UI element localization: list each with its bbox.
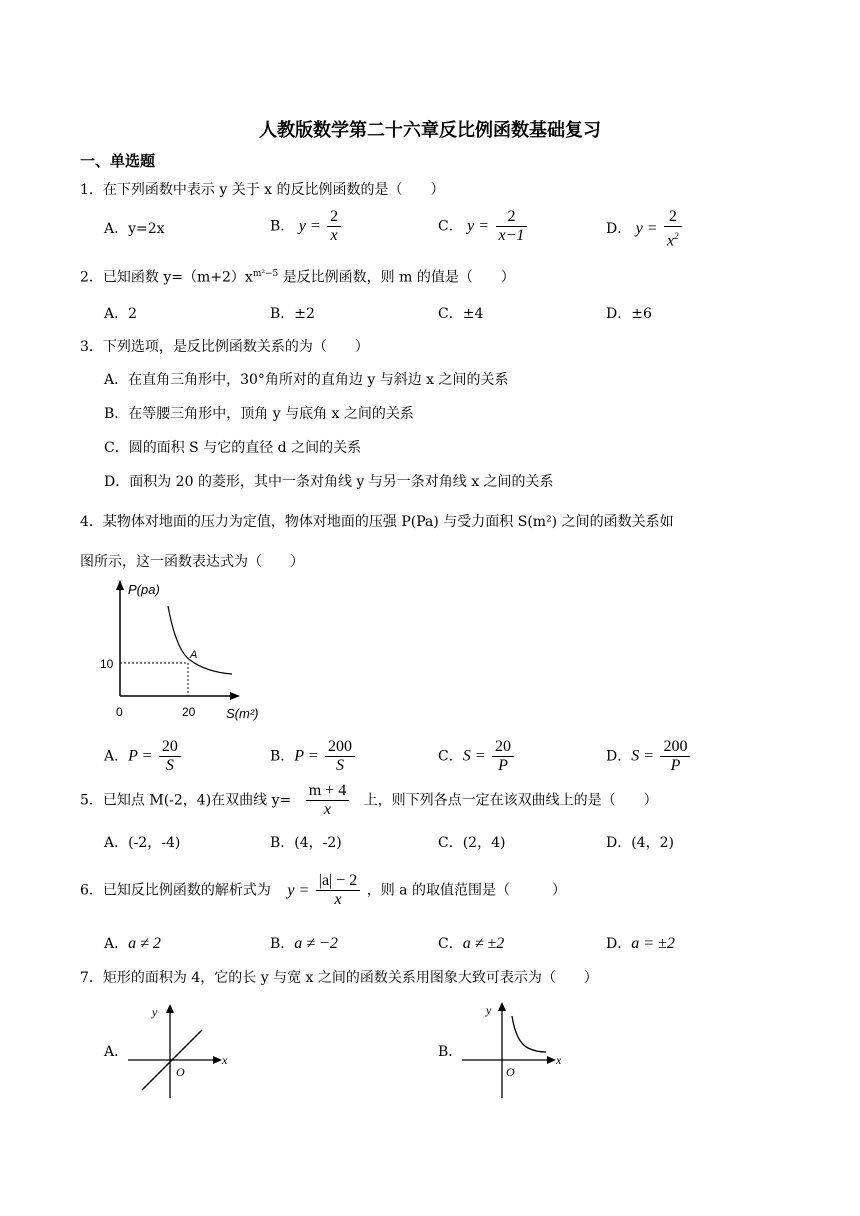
svg-text:O: O: [176, 1065, 185, 1079]
q5-option-d[interactable]: D．(4，2): [606, 835, 674, 851]
svg-text:x: x: [222, 1053, 228, 1067]
q3-option-c[interactable]: C．圆的面积 S 与它的直径 d 之间的关系: [104, 440, 362, 456]
q2-option-d[interactable]: D．±6: [606, 306, 652, 322]
q6-option-a[interactable]: A．a ≠ 2: [104, 935, 161, 952]
question-7-stem: 7．矩形的面积为 4，它的长 y 与宽 x 之间的函数关系用图象大致可表示为（ ）: [80, 970, 598, 986]
q4-option-a[interactable]: A．P = $\frac{20}{S}$: [104, 738, 183, 775]
question-6-stem: 6．已知反比例函数的解析式为 y = $\frac{|a| - 2}{x}$ ，则 a 的取值范围是（ ）: [80, 872, 566, 908]
question-3-stem: 3．下列选项，是反比例函数关系的为（ ）: [80, 339, 369, 355]
q5-option-b[interactable]: B．(4，-2): [270, 835, 342, 851]
svg-text:O: O: [506, 1065, 515, 1079]
svg-text:x: x: [556, 1053, 562, 1067]
origin-label: 0: [116, 705, 123, 719]
q2-option-c[interactable]: C．±4: [438, 306, 484, 322]
q4-option-d[interactable]: D．S = $\frac{200}{P}$: [606, 738, 692, 775]
q1-option-c[interactable]: C． y = $\frac{2}{x-1}$: [438, 208, 529, 245]
q3-option-b[interactable]: B．在等腰三角形中，顶角 y 与底角 x 之间的关系: [104, 406, 414, 422]
q6-option-c[interactable]: C．a ≠ ±2: [438, 935, 505, 952]
hyperbola-curve: [168, 606, 232, 674]
q3-option-d[interactable]: D．面积为 20 的菱形，其中一条对角线 y 与另一条对角线 x 之间的关系: [104, 474, 554, 490]
x-tick-label: 20: [182, 705, 196, 719]
y-axis-arrow: [116, 580, 124, 590]
x-axis-arrow: [230, 692, 240, 700]
q6-option-b[interactable]: B．a ≠ −2: [270, 935, 338, 952]
q4-option-c[interactable]: C．S = $\frac{20}{P}$: [438, 738, 516, 775]
q2-option-b[interactable]: B．±2: [270, 306, 315, 322]
q5-option-c[interactable]: C．(2，4): [438, 835, 506, 851]
q1-option-a[interactable]: A．y=2x: [104, 221, 165, 237]
point-a-label: A: [190, 649, 198, 661]
question-4-stem-line1: 4．某物体对地面的压力为定值，物体对地面的压强 P(Pa) 与受力面积 S(m²) 之间的函数关系如: [80, 514, 674, 530]
y-tick-label: 10: [100, 657, 114, 671]
q7-option-b-graph[interactable]: [458, 998, 568, 1102]
question-2-stem: 2．已知函数 $y=(m+2)x^{m^2-5}$ 是反比例函数，则 m 的值是（ ）: [80, 269, 515, 286]
q7-option-b-label[interactable]: B．: [438, 1044, 463, 1060]
q7-option-a-label[interactable]: A．: [104, 1044, 129, 1060]
y-axis-label: P(pa): [128, 582, 160, 597]
x-axis-label: S(m²): [226, 706, 259, 721]
question-1-stem: 1．在下列函数中表示 y 关于 x 的反比例函数的是（ ）: [80, 182, 445, 198]
q3-option-a[interactable]: A．在直角三角形中，30°角所对的直角边 y 与斜边 x 之间的关系: [104, 372, 509, 388]
q4-option-b[interactable]: B．P = $\frac{200}{S}$: [270, 738, 357, 775]
q2-option-a[interactable]: A．2: [104, 306, 138, 322]
q6-option-d[interactable]: D．a = ±2: [606, 935, 675, 952]
pressure-area-graph: [98, 578, 268, 724]
q1-option-d[interactable]: D． y = $\frac{2}{x^2}$: [606, 208, 684, 250]
svg-text:y: y: [486, 1003, 492, 1017]
q1-option-b[interactable]: B． y = $\frac{2}{x}$: [270, 208, 343, 245]
q5-option-a[interactable]: A．(-2，-4): [104, 835, 181, 851]
svg-text:y: y: [152, 1005, 158, 1019]
section-heading: 一、单选题: [80, 152, 156, 170]
hyperbola-branch: [512, 1016, 546, 1052]
q7-option-a-graph[interactable]: [124, 1002, 234, 1102]
question-4-stem-line2: 图所示，这一函数表达式为（ ）: [80, 554, 304, 570]
question-5-stem: 5．已知点 M(-2，4)在双曲线 y= $\frac{m + 4}{x}$ 上，则下列各点一定在该双曲线上的是（ ）: [80, 782, 658, 818]
page-title: 人教版数学第二十六章反比例函数基础复习: [259, 120, 601, 141]
